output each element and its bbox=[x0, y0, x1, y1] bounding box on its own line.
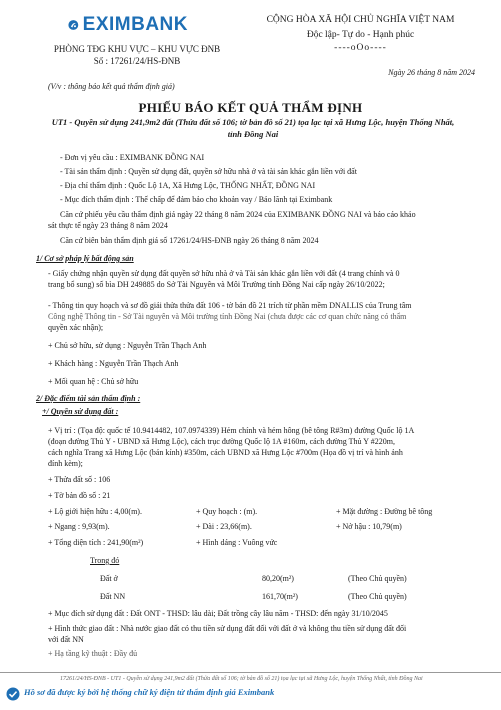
lot-length: + Dài : 23,66(m). bbox=[196, 522, 252, 531]
basis-request-line2: sát thực tế ngày 23 tháng 8 năm 2024 bbox=[48, 221, 168, 230]
subject-line: (V/v : thông báo kết quả thẩm định giá) bbox=[48, 82, 175, 91]
planning-info-line3: quyền xác nhận); bbox=[48, 323, 104, 332]
map-sheet-number: + Tờ bản đồ số : 21 bbox=[48, 491, 111, 500]
nation-separator: ----oOo---- bbox=[334, 43, 387, 53]
eximbank-logo-icon bbox=[68, 12, 79, 38]
department-name: PHÒNG TĐG KHU VỰC – KHU VỰC ĐNB bbox=[53, 44, 221, 54]
document-title: PHIẾU BÁO KẾT QUẢ THẨM ĐỊNH bbox=[138, 100, 363, 115]
planning-info-line1: - Thông tin quy hoạch và sơ đồ giải thửa thửa đất 106 - tờ bản đồ 21 trích từ phần mềm DNAI.LIS của Trung tâm bbox=[48, 301, 412, 310]
department-block bbox=[52, 43, 222, 67]
owner: + Chủ sở hữu, sử dụng : Nguyễn Trần Thạch Anh bbox=[48, 341, 207, 350]
checkmark-icon bbox=[6, 687, 20, 701]
allocation-form-line2: với đất NN bbox=[48, 635, 84, 644]
nation-name: CỘNG HÒA XÃ HỘI CHỦ NGHĨA VIỆT NAM bbox=[266, 15, 455, 25]
land-type-residential: Đất ở bbox=[100, 574, 118, 583]
land-type-agricultural: Đất NN bbox=[100, 592, 126, 601]
planning-width: + Quy hoạch : (m). bbox=[196, 507, 258, 516]
national-heading bbox=[248, 14, 473, 55]
frontage-road: + Mặt đường : Đường bê tông bbox=[336, 507, 433, 516]
location-line1: + Vị trí : (Tọa độ: quốc tế 10.9414482, 107.0974339) Hẻm chính và hẻm hông (bê tông R#3m) đường Quốc lộ 1A bbox=[48, 426, 415, 435]
document-subtitle: UT1 - Quyền sử dụng 241,9m2 đất (Thửa đất số 106; tờ bản đồ số 21) tọa lạc tại xã Hưng Lộc, huyện Thống Nhất, tỉnh Đồng Nai bbox=[51, 117, 455, 139]
frontage-width: + Ngang : 9,93(m). bbox=[48, 522, 110, 531]
land-use-right-heading: +/ Quyền sử dụng đất : bbox=[42, 407, 119, 416]
location-line2: (đoạn đường Thủ Y - UBND xã Hưng Lộc), cách trục đường Quốc lộ 1A #160m, cách đường Thủ Y #220m, bbox=[48, 437, 395, 446]
land-note-agricultural: (Theo Chủ quyền) bbox=[348, 592, 407, 601]
appraised-asset: - Tài sản thẩm định : Quyền sử dụng đất, quyền sở hữu nhà ở và tài sản khác gắn liền với đất bbox=[60, 167, 357, 176]
land-area-agricultural: 161,70(m²) bbox=[262, 592, 298, 601]
certificate-line2: trang bổ sung) số bìa DH 249885 do Sở Tài Nguyên và Môi Trường tỉnh Đồng Nai cấp ngày 26/10/2022; bbox=[48, 280, 385, 289]
lot-shape: + Hình dáng : Vuông vức bbox=[196, 538, 278, 547]
requesting-unit: - Đơn vị yêu cầu : EXIMBANK ĐỒNG NAI bbox=[60, 153, 205, 162]
issue-date: Ngày 26 tháng 8 năm 2024 bbox=[388, 68, 475, 77]
legal-road-width: + Lộ giới hiện hữu : 4,00(m). bbox=[48, 507, 142, 516]
total-area: + Tổng diện tích : 241,90(m²) bbox=[48, 538, 144, 547]
appraisal-address: - Địa chỉ thẩm định : Quốc Lộ 1A, Xã Hưng Lộc, THỐNG NHẤT, ĐỒNG NAI bbox=[60, 181, 316, 190]
appraisal-purpose: - Mục đích thẩm định : Thế chấp để đảm bảo cho khoản vay / Bảo lãnh tại Eximbank bbox=[60, 195, 333, 204]
brand-name: EXIMBANK bbox=[82, 14, 188, 35]
document-number: Số : 17261/24/HS-ĐNB bbox=[93, 56, 181, 66]
relationship: + Mối quan hệ : Chủ sở hữu bbox=[48, 377, 139, 386]
section-asset-heading: 2/ Đặc điểm tài sản thẩm định : bbox=[36, 394, 141, 403]
nation-motto: Độc lập- Tự do - Hạnh phúc bbox=[306, 30, 415, 40]
basis-minutes: Căn cứ biên bản thẩm định giá số 17261/24/HS-ĐNB ngày 26 tháng 8 năm 2024 bbox=[60, 236, 319, 245]
land-area-residential: 80,20(m²) bbox=[262, 574, 294, 583]
in-which-label: Trong đó bbox=[90, 556, 120, 565]
planning-info-line2: Công nghệ Thông tin - Sở Tài nguyên và Môi trường tỉnh Đồng Nai (chưa được các cơ quan chức năng có thẩm bbox=[48, 312, 407, 321]
allocation-form-line1: + Hình thức giao đất : Nhà nước giao đất có thu tiền sử dụng đất đối với đất ở và không thu tiền sử dụng đất đối bbox=[48, 624, 407, 633]
certificate-line1: - Giấy chứng nhận quyền sử dụng đất quyền sở hữu nhà ở và Tài sản khác gắn liền với đất (4 trang chính và 0 bbox=[48, 269, 400, 278]
parcel-number: + Thửa đất số : 106 bbox=[48, 475, 111, 484]
eximbank-logo bbox=[68, 12, 188, 38]
e-signature-note: Hồ sơ đã được ký bởi hệ thống chữ ký điện tử thẩm định giá Eximbank bbox=[24, 687, 275, 697]
infrastructure: + Hạ tầng kỹ thuật : Đầy đủ bbox=[48, 649, 138, 658]
section-legal-heading: 1/ Cơ sở pháp lý bất động sản bbox=[36, 254, 134, 263]
land-use-purpose: + Mục đích sử dụng đất : Đất ONT - THSD: lâu dài; Đất trồng cây lâu năm - THSD: đến ngày 31/10/2045 bbox=[48, 609, 388, 618]
page-footer bbox=[0, 672, 501, 710]
footer-reference: 17261/24/HS-ĐNB - UT1 - Quyền sử dụng 241,9m2 đất (Thửa đất số 106; tờ bản đồ số 21) tọa lạc tại xã Hưng Lộc, huyện Thống Nhất, tỉnh Đồng Nai bbox=[60, 676, 423, 682]
land-note-residential: (Theo Chủ quyền) bbox=[348, 574, 407, 583]
location-line3: cách nghĩa Trang xã Hưng Lộc (bán kính) #350m, cách UBND xã Hưng Lộc #700m (Họa đồ vị trí và hình ảnh bbox=[48, 448, 403, 457]
basis-request-line1: Căn cứ phiếu yêu cầu thẩm định giá ngày 22 tháng 8 năm 2024 của EXIMBANK ĐỒNG NAI và báo cáo khảo bbox=[60, 210, 416, 219]
customer: + Khách hàng : Nguyễn Trần Thạch Anh bbox=[48, 359, 179, 368]
location-line4: đính kèm); bbox=[48, 459, 83, 468]
rear-width: + Nở hậu : 10,79(m) bbox=[336, 522, 402, 531]
